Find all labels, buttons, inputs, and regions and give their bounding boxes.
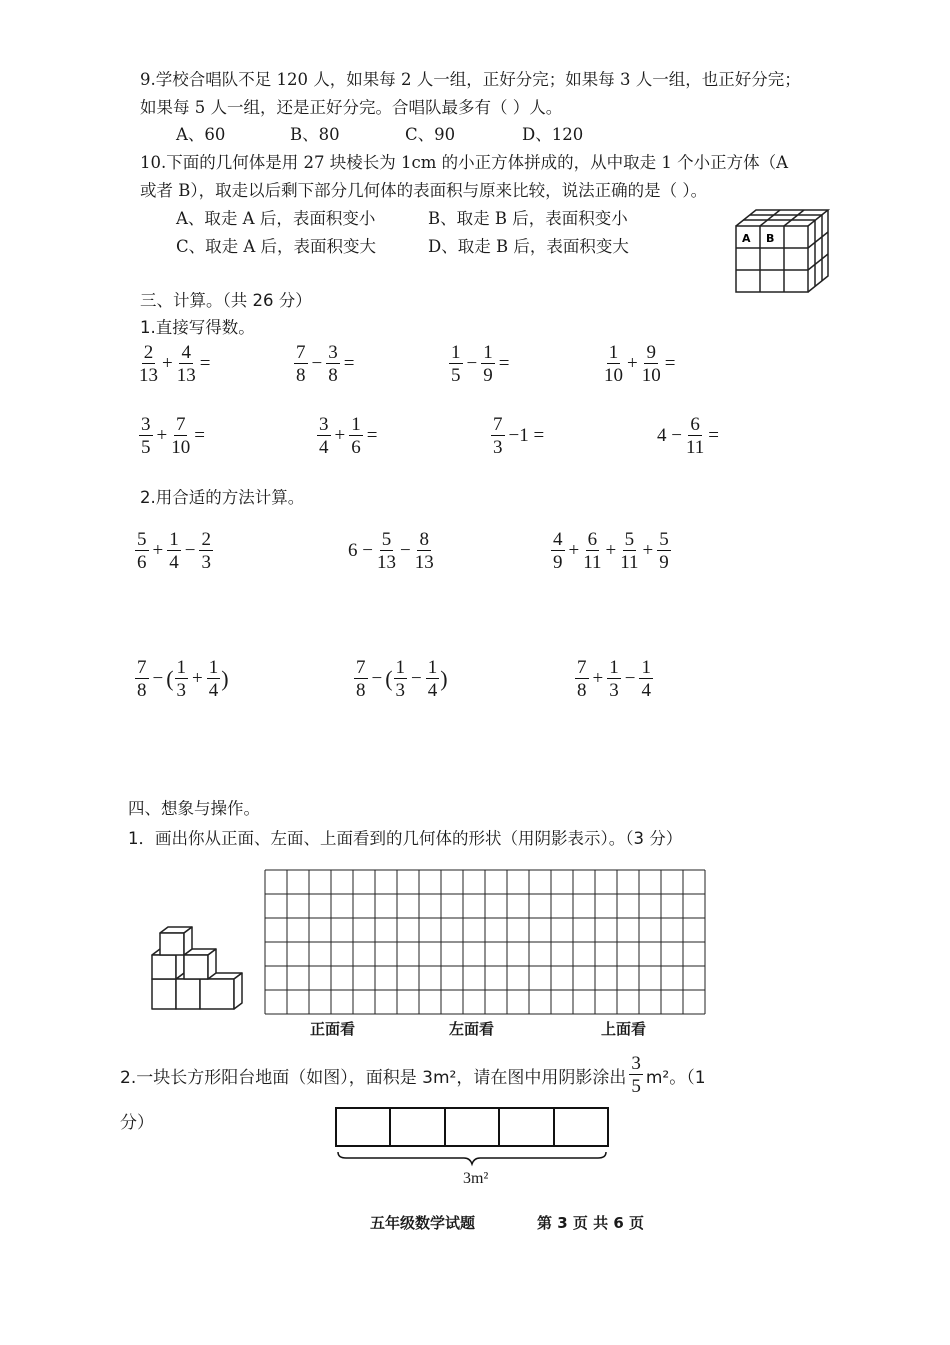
operator: + bbox=[627, 353, 638, 374]
calc-expression bbox=[353, 658, 448, 700]
denominator: 4 bbox=[169, 552, 179, 573]
q10-option-a: A、取走 A 后，表面积变小 bbox=[176, 209, 376, 228]
operator: − bbox=[311, 353, 323, 374]
numerator: 1 bbox=[641, 657, 651, 678]
drawing-grid[interactable] bbox=[264, 869, 704, 1015]
denominator: 10 bbox=[171, 437, 191, 458]
denominator: 5 bbox=[141, 437, 151, 458]
section3-part1-title: 1.直接写得数。 bbox=[140, 318, 255, 337]
denominator: 8 bbox=[328, 365, 338, 386]
operator: − bbox=[399, 540, 411, 561]
denominator: 13 bbox=[414, 552, 434, 573]
calc-expression bbox=[603, 343, 678, 385]
cube-label-a: A bbox=[742, 232, 751, 245]
operator: + bbox=[152, 540, 164, 561]
equals-sign: = bbox=[708, 425, 719, 446]
numerator: 8 bbox=[419, 529, 429, 550]
numerator: 6 bbox=[587, 529, 598, 550]
denominator: 11 bbox=[583, 552, 602, 573]
denominator: 11 bbox=[620, 552, 639, 573]
numerator: 3 bbox=[141, 414, 151, 435]
operator: + bbox=[192, 668, 203, 689]
footer-subject: 五年级数学试题 bbox=[370, 1214, 476, 1232]
left-paren: ( bbox=[166, 666, 174, 691]
q9-option-c: C、90 bbox=[405, 125, 456, 144]
operator: + bbox=[568, 540, 580, 561]
cube-label-b: B bbox=[766, 232, 775, 245]
numerator: 7 bbox=[356, 657, 366, 678]
denominator: 13 bbox=[139, 365, 158, 386]
denominator: 3 bbox=[609, 680, 619, 701]
denominator: 10 bbox=[641, 365, 661, 386]
numerator: 7 bbox=[577, 657, 587, 678]
denominator: 10 bbox=[604, 365, 623, 386]
numerator: 7 bbox=[175, 414, 186, 435]
operator: − bbox=[466, 353, 478, 374]
denominator: 4 bbox=[427, 680, 438, 701]
operator: −1 = bbox=[508, 425, 545, 446]
operator: + bbox=[642, 540, 654, 561]
denominator: 3 bbox=[176, 680, 187, 701]
cube-figure bbox=[733, 206, 833, 306]
section4-q2-line1 bbox=[120, 1054, 706, 1096]
operator: 6 − bbox=[348, 540, 373, 561]
numerator: 5 bbox=[381, 529, 392, 550]
equals-sign: = bbox=[199, 353, 211, 374]
denominator: 9 bbox=[659, 552, 669, 573]
q10-line2: 或者 B），取走以后剩下部分几何体的表面积与原来比较，说法正确的是（ ）。 bbox=[140, 181, 708, 200]
denominator: 8 bbox=[577, 680, 587, 701]
right-paren: ) bbox=[221, 666, 229, 691]
numerator: 1 bbox=[608, 342, 619, 363]
numerator: 2 bbox=[143, 342, 154, 363]
operator: 4 − bbox=[657, 425, 682, 446]
q10-option-d: D、取走 B 后，表面积变大 bbox=[428, 237, 629, 256]
calc-expression bbox=[654, 415, 722, 457]
section3-title: 三、计算。（共 26 分） bbox=[140, 291, 312, 310]
q10-option-c: C、取走 A 后，表面积变大 bbox=[176, 237, 377, 256]
numerator: 6 bbox=[690, 414, 700, 435]
calc-expression bbox=[293, 343, 357, 385]
calc-expression bbox=[550, 530, 672, 572]
q9-line2: 如果每 5 人一组，还是正好分完。合唱队最多有（ ）人。 bbox=[140, 98, 563, 117]
denominator: 8 bbox=[296, 365, 306, 386]
denominator: 5 bbox=[451, 365, 461, 386]
numerator: 3 bbox=[328, 342, 338, 363]
denominator: 4 bbox=[208, 680, 219, 701]
numerator: 9 bbox=[646, 342, 656, 363]
q10-line1: 10.下面的几何体是用 27 块棱长为 1cm 的小正方体拼成的，从中取走 1 个小正方体（A bbox=[140, 153, 789, 172]
calc-expression bbox=[345, 530, 435, 572]
balcony-figure[interactable] bbox=[334, 1106, 614, 1176]
operator: − bbox=[371, 668, 383, 689]
denominator: 11 bbox=[685, 437, 705, 458]
numerator: 1 bbox=[169, 529, 179, 550]
calc-expression bbox=[574, 658, 654, 700]
q9-line1: 9.学校合唱队不足 120 人，如果每 2 人一组，正好分完；如果每 3 人一组，也正好分完； bbox=[140, 70, 801, 89]
numerator: 1 bbox=[351, 414, 361, 435]
denominator: 6 bbox=[351, 437, 361, 458]
denominator: 4 bbox=[319, 437, 329, 458]
q2-text-b: m²。（1 bbox=[645, 1067, 706, 1088]
equals-sign: = bbox=[194, 425, 205, 446]
denominator: 3 bbox=[493, 437, 503, 458]
section4-title: 四、想象与操作。 bbox=[128, 799, 260, 818]
denominator: 13 bbox=[376, 552, 396, 573]
stacked-cubes-figure bbox=[150, 925, 250, 1015]
denominator: 9 bbox=[553, 552, 563, 573]
operator: + bbox=[605, 540, 617, 561]
numerator: 4 bbox=[181, 342, 191, 363]
calc-expression bbox=[316, 415, 380, 457]
numerator: 5 bbox=[624, 529, 635, 550]
numerator: 3 bbox=[319, 414, 329, 435]
numerator: 1 bbox=[427, 657, 438, 678]
denominator: 8 bbox=[356, 680, 366, 701]
grid-label-front: 正面看 bbox=[310, 1020, 356, 1038]
operator: + bbox=[592, 668, 604, 689]
equals-sign: = bbox=[498, 353, 510, 374]
operator: + bbox=[162, 353, 173, 374]
denominator: 5 bbox=[631, 1076, 641, 1097]
operator: + bbox=[156, 425, 168, 446]
numerator: 1 bbox=[609, 657, 619, 678]
numerator: 1 bbox=[208, 657, 219, 678]
numerator: 1 bbox=[451, 342, 461, 363]
denominator: 6 bbox=[137, 552, 147, 573]
denominator: 3 bbox=[201, 552, 211, 573]
q10-option-b: B、取走 B 后，表面积变小 bbox=[428, 209, 628, 228]
operator: − bbox=[152, 668, 164, 689]
equals-sign: = bbox=[366, 425, 378, 446]
equals-sign: = bbox=[343, 353, 355, 374]
operator: − bbox=[624, 668, 636, 689]
calc-expression bbox=[490, 415, 547, 457]
numerator: 1 bbox=[483, 342, 493, 363]
right-paren: ) bbox=[440, 666, 448, 691]
balcony-total-label: 3m² bbox=[463, 1170, 489, 1187]
calc-expression bbox=[134, 530, 214, 572]
q9-option-d: D、120 bbox=[522, 125, 584, 144]
numerator: 5 bbox=[137, 529, 147, 550]
numerator: 3 bbox=[631, 1053, 641, 1074]
left-paren: ( bbox=[385, 666, 393, 691]
q9-option-a: A、60 bbox=[176, 125, 226, 144]
numerator: 7 bbox=[137, 657, 147, 678]
denominator: 3 bbox=[395, 680, 406, 701]
calc-expression bbox=[138, 343, 213, 385]
numerator: 5 bbox=[659, 529, 669, 550]
operator: + bbox=[334, 425, 346, 446]
numerator: 7 bbox=[493, 414, 503, 435]
operator: − bbox=[411, 668, 422, 689]
denominator: 4 bbox=[641, 680, 651, 701]
section4-q1: 1．画出你从正面、左面、上面看到的几何体的形状（用阴影表示）。（3 分） bbox=[128, 829, 683, 848]
calc-expression bbox=[448, 343, 512, 385]
numerator: 2 bbox=[201, 529, 211, 550]
numerator: 1 bbox=[395, 657, 406, 678]
operator: − bbox=[184, 540, 196, 561]
q9-option-b: B、80 bbox=[290, 125, 340, 144]
numerator: 4 bbox=[553, 529, 563, 550]
numerator: 1 bbox=[176, 657, 187, 678]
footer-page: 第 3 页 共 6 页 bbox=[537, 1214, 644, 1232]
section4-q2-line2: 分） bbox=[120, 1113, 154, 1133]
denominator: 13 bbox=[176, 365, 196, 386]
numerator: 7 bbox=[296, 342, 306, 363]
grid-label-top: 上面看 bbox=[601, 1020, 647, 1038]
grid-label-left: 左面看 bbox=[449, 1020, 495, 1038]
equals-sign: = bbox=[664, 353, 676, 374]
section3-part2-title: 2.用合适的方法计算。 bbox=[140, 488, 305, 507]
q2-text-a: 2.一块长方形阳台地面（如图），面积是 3m²，请在图中用阴影涂出 bbox=[120, 1067, 627, 1088]
calc-expression bbox=[134, 658, 229, 700]
denominator: 9 bbox=[483, 365, 493, 386]
calc-expression bbox=[138, 415, 208, 457]
denominator: 8 bbox=[137, 680, 147, 701]
